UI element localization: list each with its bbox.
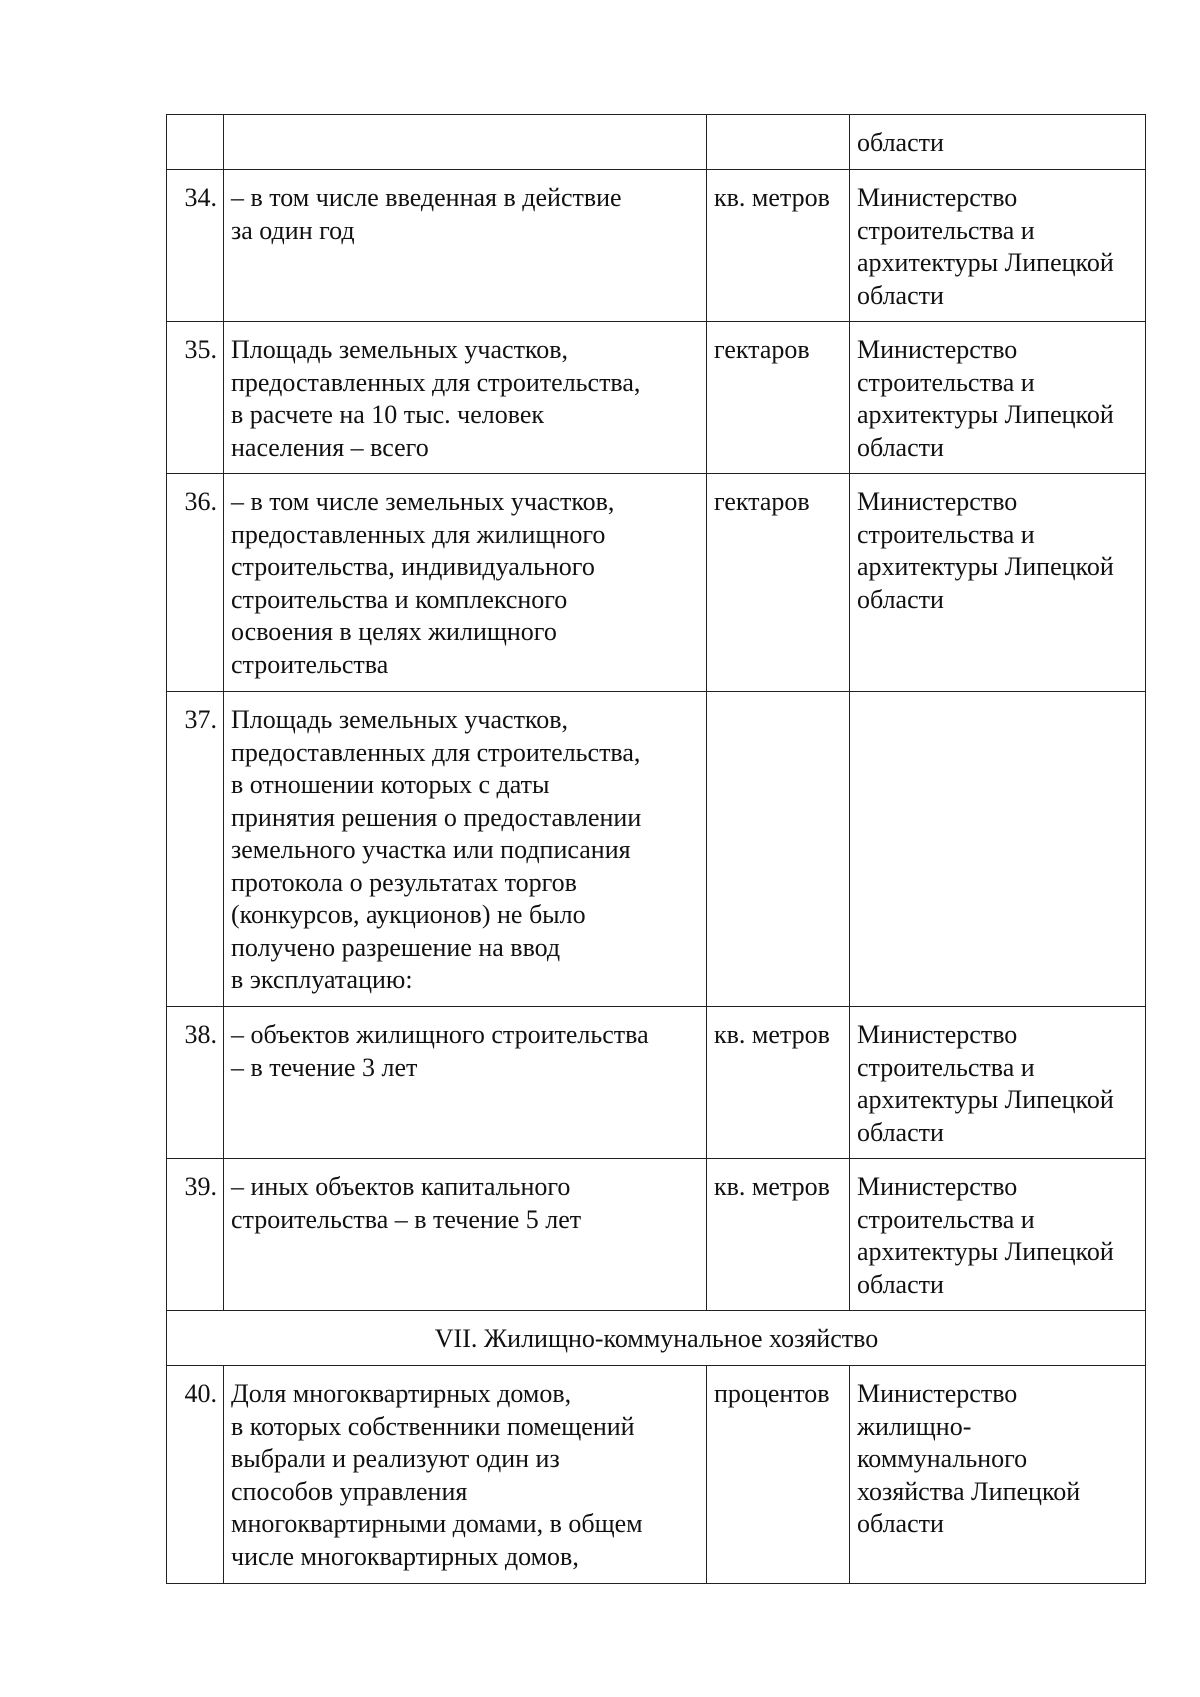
table-row [167,1007,1146,1159]
row-number: 37. [167,692,224,1007]
section-row [167,1311,1146,1366]
unit: гектаров [707,474,850,692]
indicator-name: – иных объектов капитального строительства – в течение 5 лет [224,1159,707,1311]
row-number: 35. [167,322,224,474]
unit: кв. метров [707,1159,850,1311]
table-row [167,692,1146,1007]
table-row [167,474,1146,692]
unit: кв. метров [707,1007,850,1159]
indicators-table [166,114,1146,1584]
indicator-name: – объектов жилищного строительства – в течение 3 лет [224,1007,707,1159]
unit [707,692,850,1007]
table-row [167,1159,1146,1311]
responsible-body: Министерство жилищно- коммунального хозяйства Липецкой области [850,1366,1146,1584]
indicator-name: – в том числе введенная в действие за один год [224,170,707,322]
table-row [167,115,1146,170]
row-number: 34. [167,170,224,322]
responsible-body: области [850,115,1146,170]
indicator-name: Площадь земельных участков, предоставленных для строительства, в отношении которых с даты принятия решения о предоставлении земельного участка или подписания протокола о результатах торгов (конкурсов, аукционов) не было получено разрешение на ввод в эксплуатацию: [224,692,707,1007]
responsible-body: Министерство строительства и архитектуры Липецкой области [850,322,1146,474]
unit: кв. метров [707,170,850,322]
section-title: VII. Жилищно-коммунальное хозяйство [167,1311,1146,1366]
row-number: 40. [167,1366,224,1584]
table-row [167,1366,1146,1584]
responsible-body [850,692,1146,1007]
row-number: 39. [167,1159,224,1311]
table-row [167,170,1146,322]
unit [707,115,850,170]
indicator-name [224,115,707,170]
indicator-name: – в том числе земельных участков, предоставленных для жилищного строительства, индивидуального строительства и комплексного освоения в целях жилищного строительства [224,474,707,692]
indicator-name: Доля многоквартирных домов, в которых собственники помещений выбрали и реализуют один из способов управления многоквартирными домами, в общем числе многоквартирных домов, [224,1366,707,1584]
indicator-name: Площадь земельных участков, предоставленных для строительства, в расчете на 10 тыс. человек населения – всего [224,322,707,474]
unit: гектаров [707,322,850,474]
responsible-body: Министерство строительства и архитектуры Липецкой области [850,474,1146,692]
responsible-body: Министерство строительства и архитектуры Липецкой области [850,1159,1146,1311]
row-number: 38. [167,1007,224,1159]
responsible-body: Министерство строительства и архитектуры Липецкой области [850,1007,1146,1159]
table-row [167,322,1146,474]
unit: процентов [707,1366,850,1584]
responsible-body: Министерство строительства и архитектуры Липецкой области [850,170,1146,322]
row-number: 36. [167,474,224,692]
row-number [167,115,224,170]
